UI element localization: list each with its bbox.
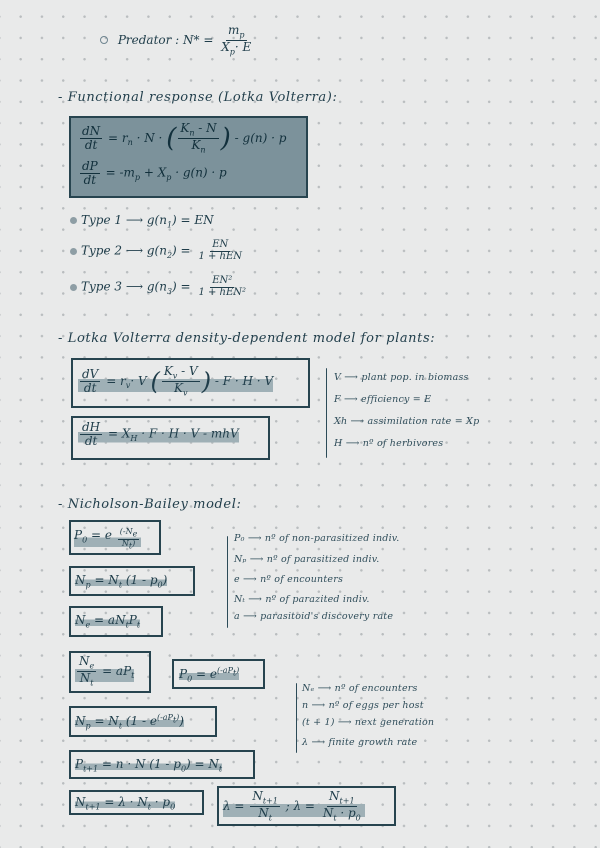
lambda-equation: λ = $\frac{N_{t+1}}{N_t}$ ; λ = $\frac{N_{t+1}}{N_t \cdot p_0}$ xyxy=(223,790,365,823)
type-2-line: Type 2 ⟶ $g(n_2)$ = $\frac{EN}{\text{1 + hEN}}$ xyxy=(70,240,246,262)
nb-note-5: a ⟶ parasitoid's discovery rate xyxy=(234,611,394,622)
predator-line xyxy=(100,24,255,57)
brace-icon xyxy=(326,368,327,458)
brace-icon xyxy=(296,683,297,753)
ne-equation: $N_e = aN_tP_t$ xyxy=(75,613,141,630)
predator-lhs: N* = xyxy=(183,32,214,47)
nb-note2-3: (t + 1) ⟶ next generation xyxy=(302,717,435,728)
plants-equation-1: $\frac{dV}{dt}$ = $r_v\cdot V$ ( $\frac{K_v - V}{K_v}$ ) - F · H · V xyxy=(78,365,273,398)
bullet-icon xyxy=(70,284,77,291)
nb-note2-4: λ ⟶ finite growth rate xyxy=(302,737,418,748)
plants-note-2: F ⟶ efficiency = E xyxy=(334,394,432,405)
bullet-icon xyxy=(100,36,108,44)
nb-note-3: e ⟶ nº of encounters xyxy=(234,574,344,585)
nb-note2-2: n ⟶ nº of eggs per host xyxy=(302,700,424,711)
heading-functional-response: - Functional response (Lotka Volterra): xyxy=(58,90,338,105)
plants-note-3: Xh ⟶ assimilation rate = Xp xyxy=(334,416,480,427)
np2-equation: $N_p = N_t$ $(1 - e^{(-aP_t)})$ xyxy=(75,713,184,731)
brace-icon xyxy=(227,536,228,628)
nb-note-1: P₀ ⟶ nº of non-parasitized indiv. xyxy=(234,533,400,544)
nb-note-4: Nₜ ⟶ nº of parazited indiv. xyxy=(234,594,370,605)
heading-nicholson-bailey: - Nicholson-Bailey model: xyxy=(58,497,242,512)
plants-equation-2: $\frac{dH}{dt}$ = $X_H \cdot F \cdot H \cdot V$ - mhV xyxy=(78,421,239,447)
type-3-line: Type 3 ⟶ $g(n_3)$ = $\frac{\text{EN²}}{\text{1 + hEN²}}$ xyxy=(70,276,250,298)
predator-fraction: $\frac{m_p}{X_p\cdot E}$ xyxy=(221,23,252,57)
heading-density-dependent: - Lotka Volterra density-dependent model for plants: xyxy=(58,331,436,346)
lv-equation-2: $\frac{dP}{dt}$ = $-m_p + X_p \cdot g(n) \cdot p$ xyxy=(82,159,227,187)
ratio-equation: $\frac{N_e}{N_t}$ = $aP_t$ xyxy=(75,655,134,688)
p0b-equation: $P_0 = e^{(-aP_t)}$ xyxy=(179,666,240,684)
type-1-line: Type 1 ⟶ $g(n_1)$ = EN xyxy=(70,213,214,229)
plants-note-1: V ⟶ plant pop. in biomass xyxy=(334,372,469,383)
p0-equation: $P_0 = e$ $\frac{(-N_e}{N_t)}$ xyxy=(74,528,141,551)
lv-equation-1: $\frac{dN}{dt}$ = $r_n \cdot N$ · ( $\frac{K_n - N}{K_n}$ ) - g(n) · p xyxy=(82,121,287,155)
predator-label: Predator : xyxy=(117,32,180,47)
nt1-equation: $N_{t+1} = \lambda \cdot N_t \cdot p_0$ xyxy=(75,795,176,812)
nb-note2-1: Nₑ ⟶ nº of encounters xyxy=(302,683,418,694)
plants-note-4: H ⟶ nº of herbivores xyxy=(334,438,444,449)
pt1-equation: $P_{t+1} = n \cdot N$ $(1 - p_0) = N_t$ xyxy=(75,757,223,774)
bullet-icon xyxy=(70,248,77,255)
bullet-icon xyxy=(70,217,77,224)
nb-note-2: Nₚ ⟶ nº of parasitized indiv. xyxy=(234,554,380,565)
np-equation: $N_p = N_t$ $(1 - p_0)$ xyxy=(75,573,168,590)
